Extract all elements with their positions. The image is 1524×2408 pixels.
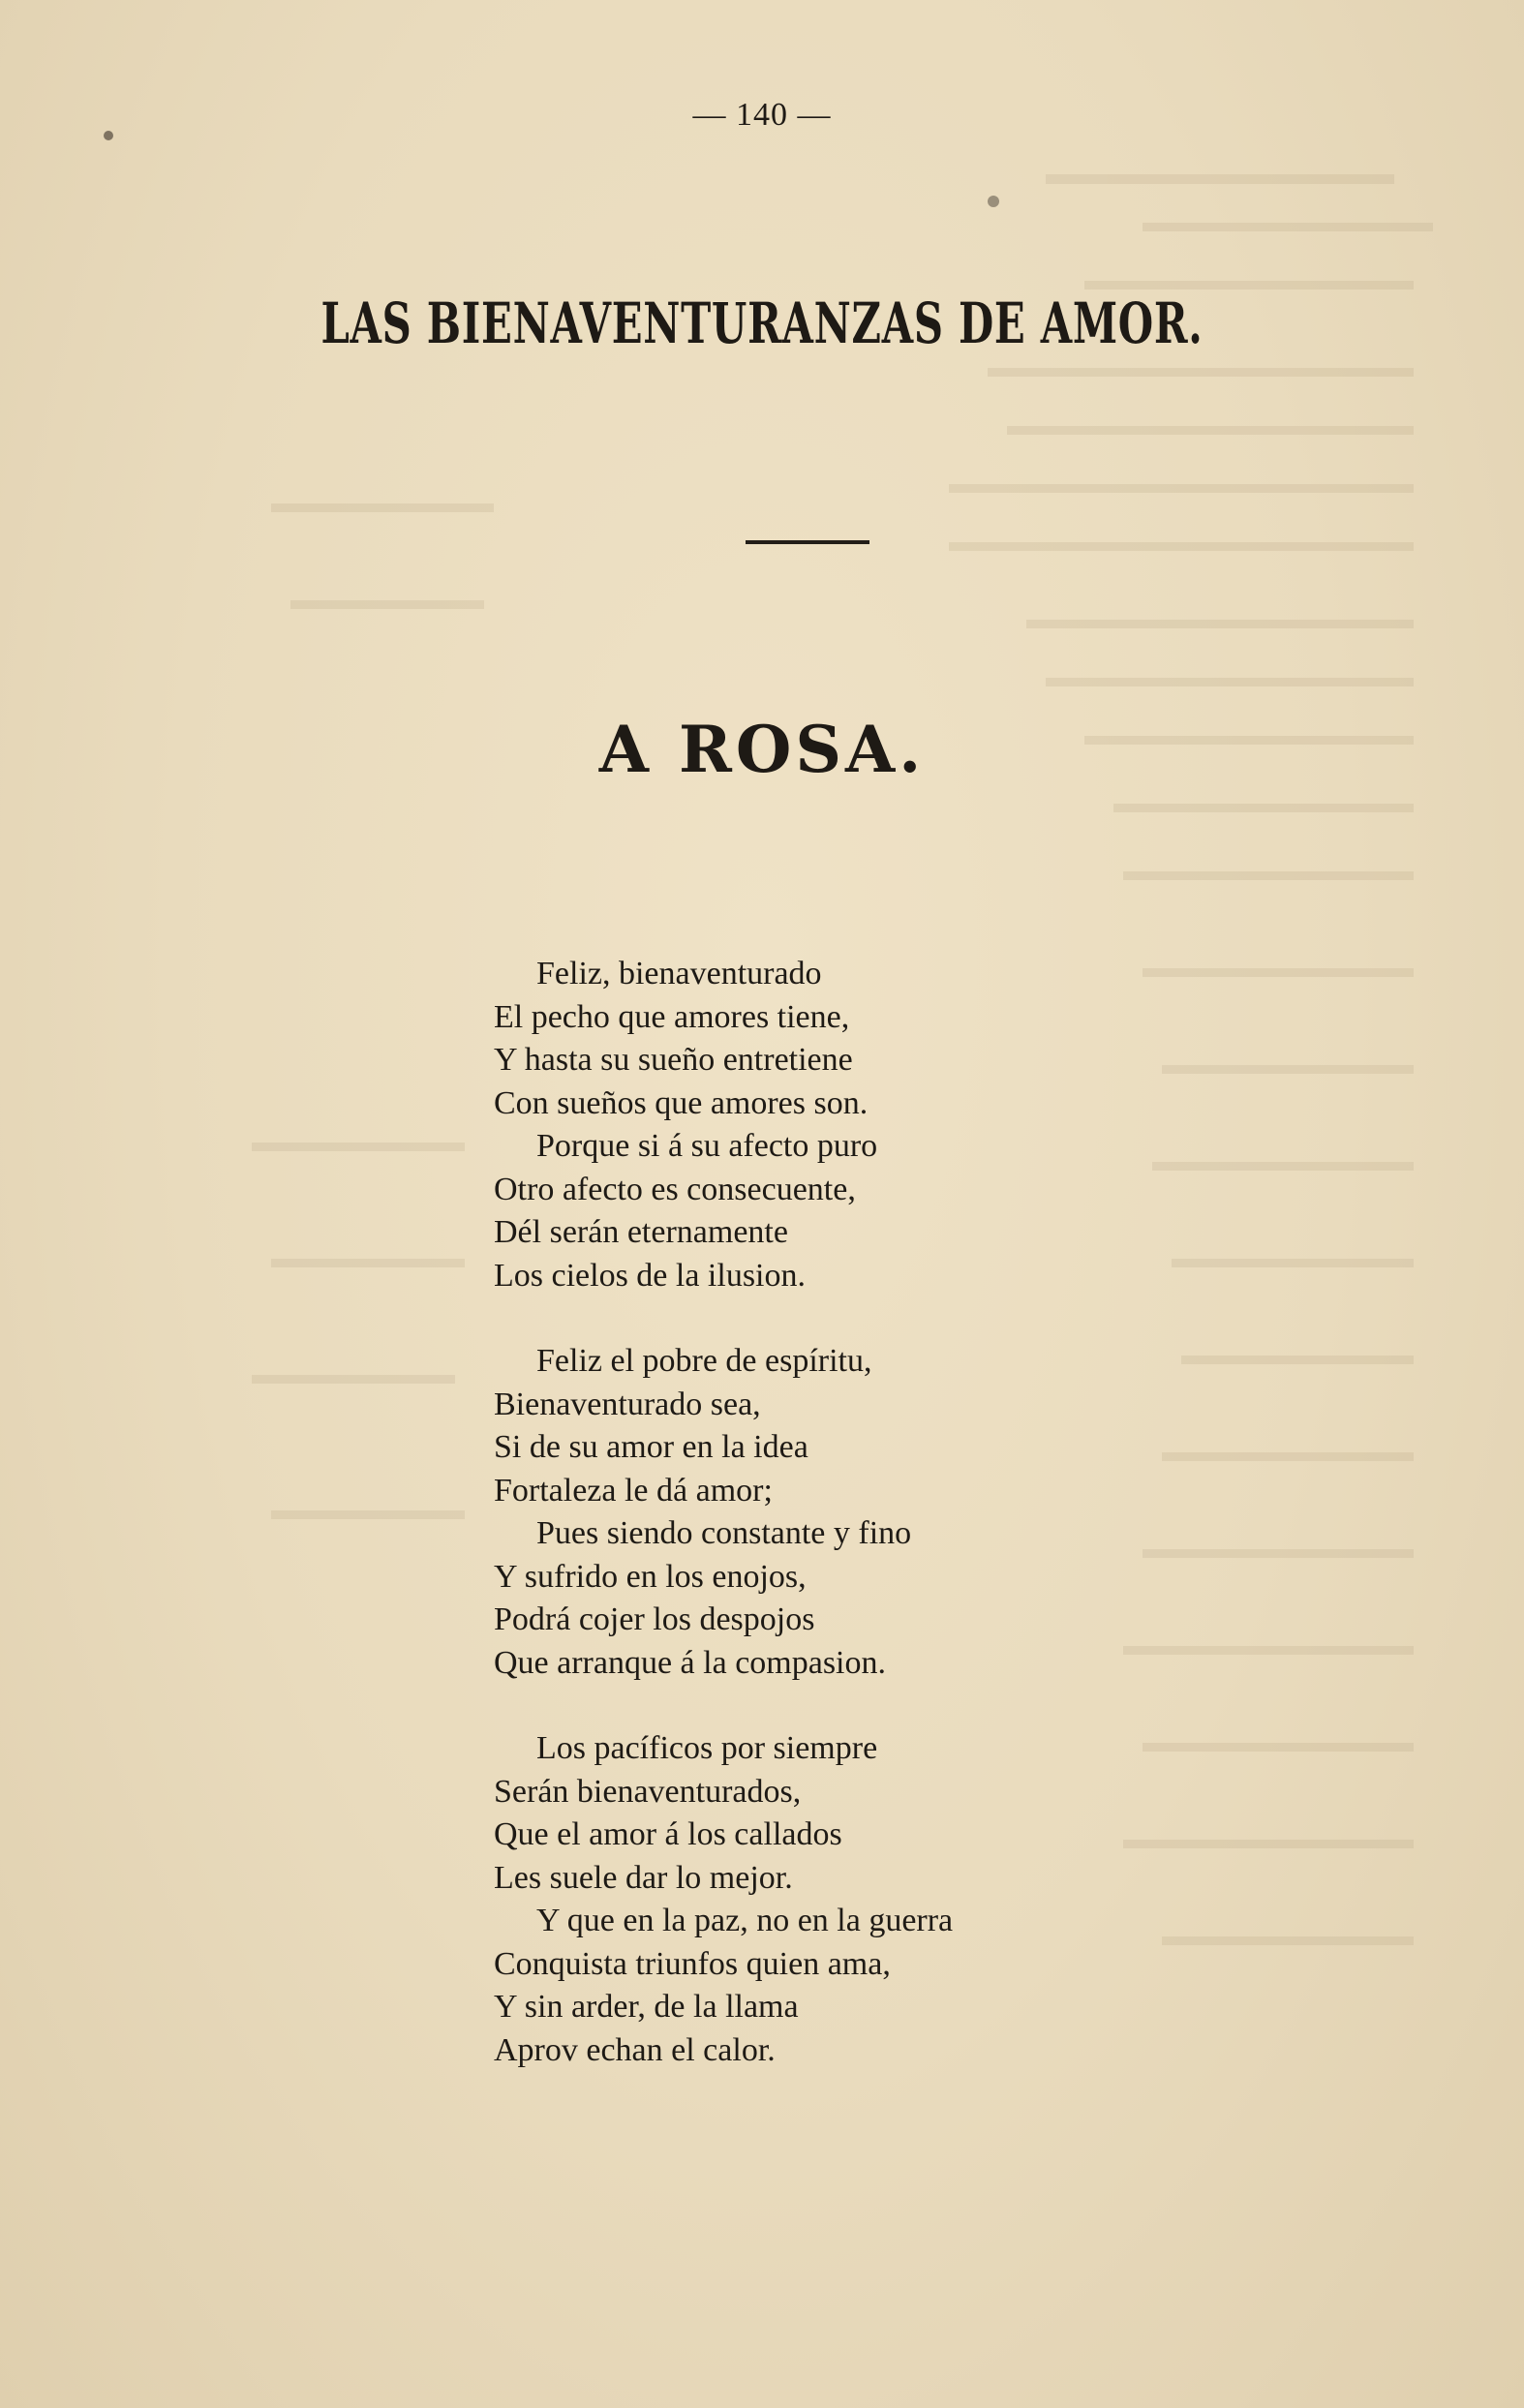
verse-line: Otro afecto es consecuente, (494, 1171, 856, 1207)
verse-line: El pecho que amores tiene, (494, 998, 850, 1035)
poem-title: A ROSA. (598, 712, 926, 787)
verse-line: Y que en la paz, no en la guerra (536, 1903, 954, 1938)
verse-line: Aprov echan el calor. (494, 2031, 776, 2068)
poem-body (494, 953, 1172, 2115)
verse-line: Y sin arder, de la llama (494, 1989, 799, 2025)
verse-line: Bienaventurado sea, (494, 1386, 761, 1422)
verse-line: Y hasta su sueño entretiene (494, 1042, 853, 1078)
stanza (494, 953, 1172, 1297)
verse-line: Podrá cojer los despojos (494, 1601, 815, 1637)
verse-line: Pues siendo constante y fino (536, 1515, 912, 1551)
verse-line: Que arranque á la compasion. (494, 1644, 886, 1681)
verse-line: Con sueños que amores son. (494, 1084, 869, 1121)
verse-line: Que el amor á los callados (494, 1816, 842, 1852)
stanza (494, 1727, 1172, 2072)
verse-line: Los cielos de la ilusion. (494, 1257, 807, 1294)
verse-line: Serán bienaventurados, (494, 1773, 802, 1810)
verse-line: Feliz el pobre de espíritu, (536, 1343, 872, 1379)
page-number: — 140 — (692, 97, 832, 133)
verse-line: Si de su amor en la idea (494, 1429, 808, 1465)
page-title: LAS BIENAVENTURANZAS DE AMOR. (320, 290, 1204, 356)
verse-line: Les suele dar lo mejor. (494, 1859, 793, 1896)
verse-line: Y sufrido en los enojos, (494, 1558, 807, 1595)
stanza (494, 1340, 1172, 1685)
verse-line: Conquista triunfos quien ama, (494, 1945, 891, 1982)
verse-line: Los pacíficos por siempre (536, 1730, 878, 1766)
title-divider (746, 540, 869, 544)
verse-line: Fortaleza le dá amor; (494, 1472, 773, 1509)
verse-line: Dél serán eternamente (494, 1214, 788, 1250)
verse-line: Feliz, bienaventurado (536, 956, 822, 991)
verse-line: Porque si á su afecto puro (536, 1128, 878, 1164)
